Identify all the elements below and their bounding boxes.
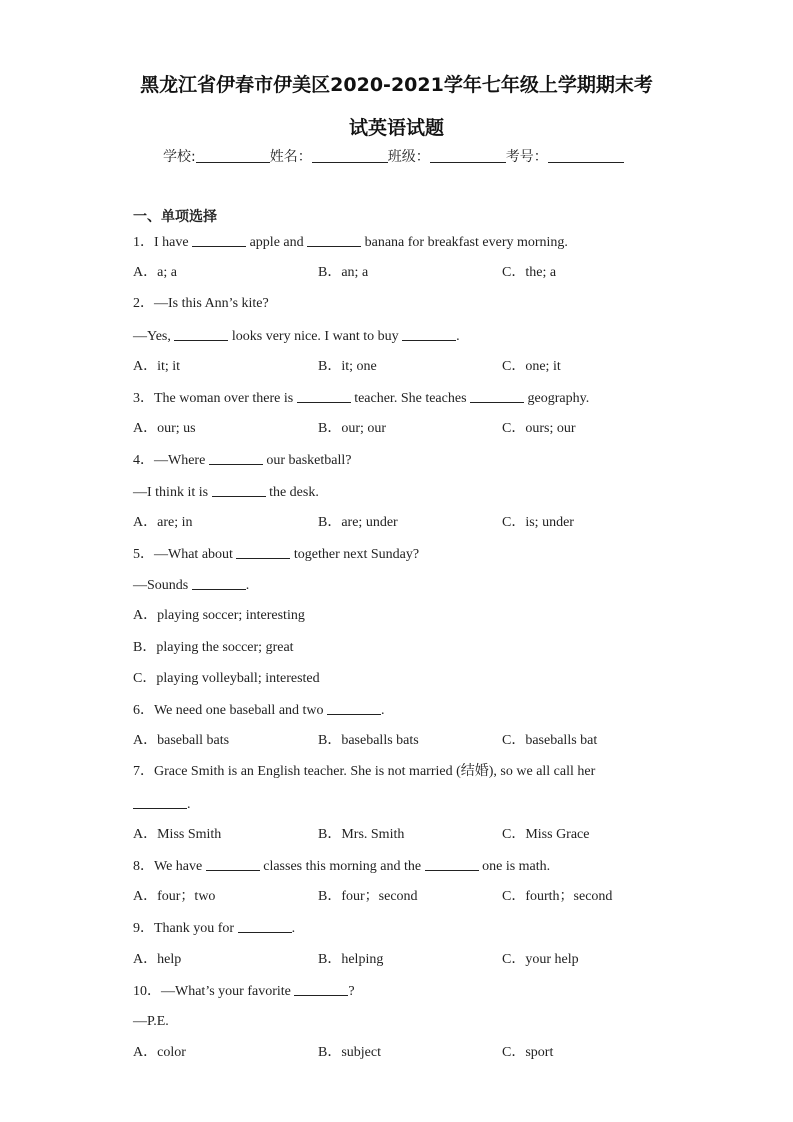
- question-7-stem-continued: .: [133, 795, 191, 814]
- question-4-option-a[interactable]: A．are; in: [133, 515, 193, 530]
- page-title-continued: 试英语试题: [348, 117, 444, 139]
- question-10-option-a[interactable]: A．color: [133, 1045, 186, 1060]
- question-9-option-c[interactable]: C．your help: [502, 952, 579, 967]
- question-2-option-a[interactable]: A．it; it: [133, 359, 181, 374]
- question-6-stem: 6．We need one baseball and two .: [133, 703, 385, 718]
- question-9-option-b[interactable]: B．helping: [318, 952, 384, 967]
- question-1-option-a[interactable]: A．a; a: [133, 265, 177, 280]
- question-8-option-a[interactable]: A．four；two: [133, 889, 216, 904]
- question-7-option-b[interactable]: B．Mrs. Smith: [318, 827, 405, 842]
- answer-blank[interactable]: [192, 576, 246, 590]
- school-label: 学校:: [163, 149, 196, 165]
- question-1-stem: 1．I have apple and banana for breakfast every morning.: [133, 235, 568, 250]
- question-4-option-b[interactable]: B．are; under: [318, 515, 398, 530]
- question-6-option-b[interactable]: B．baseballs bats: [318, 733, 419, 748]
- question-5-option-b[interactable]: B．playing the soccer; great: [133, 640, 294, 655]
- answer-blank[interactable]: [236, 545, 290, 559]
- question-6-option-c[interactable]: C．baseballs bat: [502, 733, 598, 748]
- answer-blank[interactable]: [307, 233, 361, 247]
- answer-blank[interactable]: [209, 451, 263, 465]
- question-7-option-c[interactable]: C．Miss Grace: [502, 827, 590, 842]
- answer-blank[interactable]: [402, 327, 456, 341]
- answer-blank[interactable]: [238, 919, 292, 933]
- answer-blank[interactable]: [206, 857, 260, 871]
- question-10-dialog: —P.E.: [133, 1014, 169, 1029]
- question-4-stem: 4．—Where our basketball?: [133, 453, 352, 468]
- question-1-option-c[interactable]: C．the; a: [502, 265, 557, 280]
- question-3-option-b[interactable]: B．our; our: [318, 421, 387, 436]
- answer-blank[interactable]: [297, 389, 351, 403]
- question-3-option-a[interactable]: A．our; us: [133, 421, 196, 436]
- answer-blank[interactable]: [327, 701, 381, 715]
- question-7-stem: 7．Grace Smith is an English teacher. She is not married (结婚), so we all call her: [133, 764, 596, 779]
- section-title: 一、单项选择: [133, 209, 217, 225]
- question-3-stem: 3．The woman over there is teacher. She teaches geography.: [133, 391, 590, 406]
- question-2-dialog: —Yes, looks very nice. I want to buy .: [133, 329, 460, 344]
- name-blank[interactable]: [312, 148, 388, 163]
- question-5-stem: 5．—What about together next Sunday?: [133, 547, 420, 562]
- question-2-stem: 2．—Is this Ann’s kite?: [133, 296, 269, 311]
- question-1-option-b[interactable]: B．an; a: [318, 265, 369, 280]
- answer-blank[interactable]: [133, 795, 187, 809]
- question-2-option-c[interactable]: C．one; it: [502, 359, 561, 374]
- question-3-option-c[interactable]: C．ours; our: [502, 421, 576, 436]
- answer-blank[interactable]: [174, 327, 228, 341]
- question-10-option-b[interactable]: B．subject: [318, 1045, 381, 1060]
- answer-blank[interactable]: [294, 982, 348, 996]
- question-8-option-c[interactable]: C．fourth；second: [502, 889, 613, 904]
- question-9-stem: 9．Thank you for .: [133, 921, 296, 936]
- question-5-option-c[interactable]: C．playing volleyball; interested: [133, 671, 320, 686]
- answer-blank[interactable]: [192, 233, 246, 247]
- answer-blank[interactable]: [212, 483, 266, 497]
- answer-blank[interactable]: [470, 389, 524, 403]
- name-label: 姓名：: [269, 149, 312, 165]
- question-4-dialog: —I think it is the desk.: [133, 485, 319, 500]
- student-info-row: [163, 146, 624, 166]
- exam-no-blank[interactable]: [548, 148, 624, 163]
- class-label: 班级：: [387, 149, 430, 165]
- question-7-option-a[interactable]: A．Miss Smith: [133, 827, 222, 842]
- school-blank[interactable]: [196, 148, 270, 163]
- answer-blank[interactable]: [425, 857, 479, 871]
- page-title: 黑龙江省伊春市伊美区2020-2021学年七年级上学期期末考: [140, 74, 653, 96]
- exam-no-label: 考号：: [505, 149, 548, 165]
- question-9-option-a[interactable]: A．help: [133, 952, 182, 967]
- class-blank[interactable]: [430, 148, 506, 163]
- question-10-option-c[interactable]: C．sport: [502, 1045, 554, 1060]
- question-8-stem: 8．We have classes this morning and the one is math.: [133, 859, 551, 874]
- question-5-option-a[interactable]: A．playing soccer; interesting: [133, 608, 305, 623]
- question-10-stem: 10．—What’s your favorite ?: [133, 984, 355, 999]
- question-4-option-c[interactable]: C．is; under: [502, 515, 574, 530]
- question-8-option-b[interactable]: B．four；second: [318, 889, 418, 904]
- question-2-option-b[interactable]: B．it; one: [318, 359, 377, 374]
- question-6-option-a[interactable]: A．baseball bats: [133, 733, 230, 748]
- question-5-dialog: —Sounds .: [133, 578, 250, 593]
